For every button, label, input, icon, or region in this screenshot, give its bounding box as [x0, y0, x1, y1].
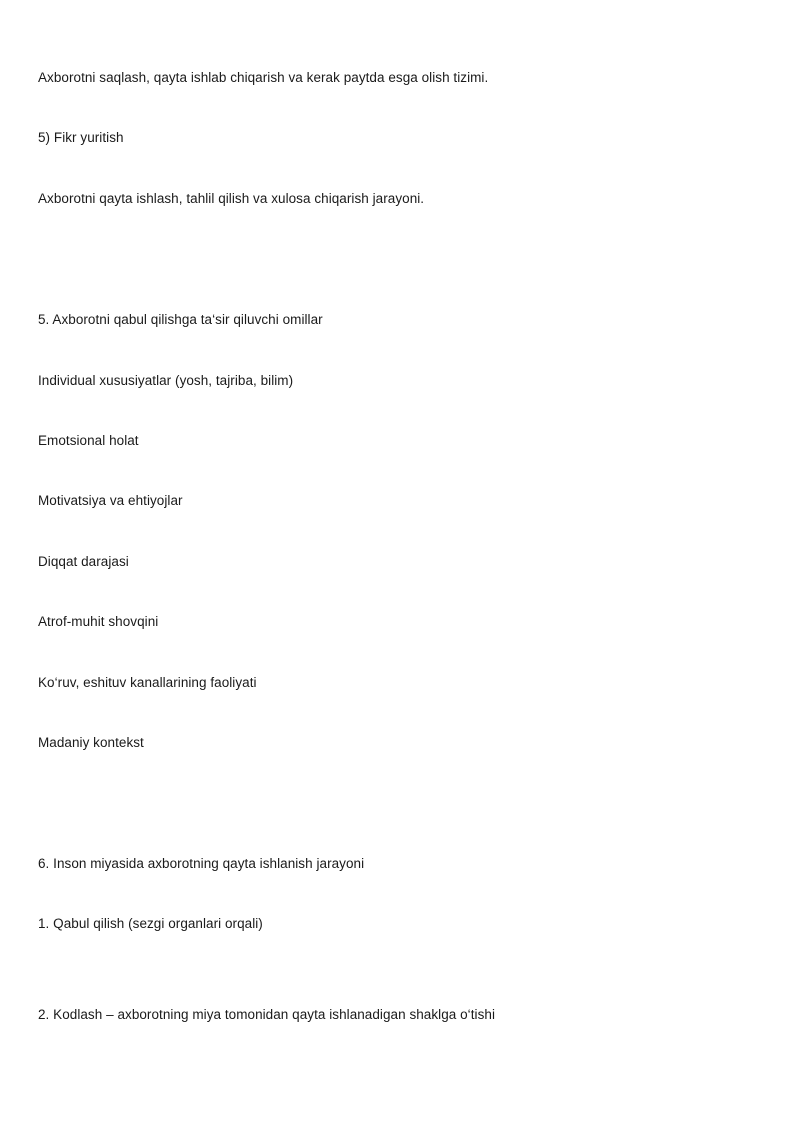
process-step-1: 1. Qabul qilish (sezgi organlari orqali) [38, 916, 263, 931]
paragraph-thinking-definition: Axborotni qayta ishlash, tahlil qilish va xulosa chiqarish jarayoni. [38, 191, 425, 206]
section-heading-6: 6. Inson miyasida axborotning qayta ishlanish jarayoni [38, 856, 365, 871]
process-step-2: 2. Kodlash – axborotning miya tomonidan qayta ishlanadigan shaklga o‘tishi [38, 1007, 495, 1022]
factor-item-emotional: Emotsional holat [38, 433, 139, 448]
paragraph-memory-definition: Axborotni saqlash, qayta ishlab chiqarish va kerak paytda esga olish tizimi. [38, 70, 489, 85]
factor-item-motivation: Motivatsiya va ehtiyojlar [38, 493, 183, 508]
factor-item-channels: Ko‘ruv, eshituv kanallarining faoliyati [38, 675, 257, 690]
paragraph-thinking-heading: 5) Fikr yuritish [38, 130, 124, 145]
factor-item-noise: Atrof-muhit shovqini [38, 614, 159, 629]
factor-item-individual: Individual xususiyatlar (yosh, tajriba, bilim) [38, 373, 294, 388]
factor-item-culture: Madaniy kontekst [38, 735, 144, 750]
section-heading-5: 5. Axborotni qabul qilishga ta‘sir qiluvchi omillar [38, 312, 323, 327]
factor-item-attention: Diqqat darajasi [38, 554, 129, 569]
